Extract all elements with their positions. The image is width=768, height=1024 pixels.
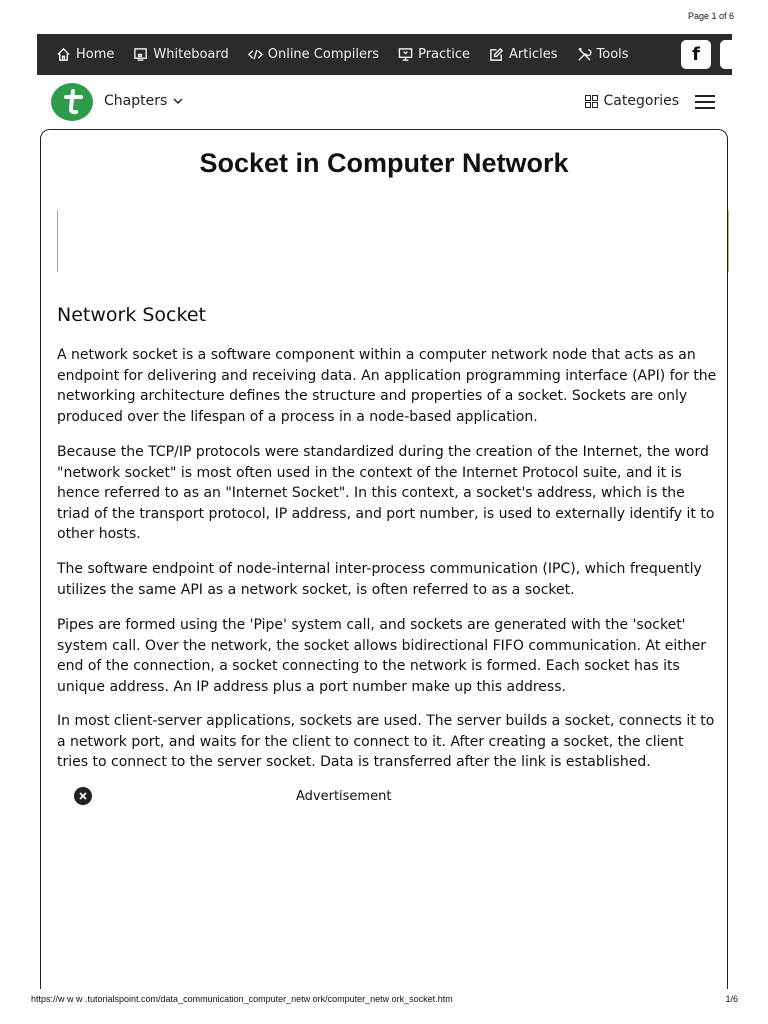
article-container — [40, 129, 728, 989]
nav-whiteboard[interactable] — [133, 47, 228, 62]
nav-whiteboard-label: Whiteboard — [153, 47, 229, 62]
article-paragraph: A network socket is a software component within a computer network node that acts as an endpoint for delivering and receiving data. An application programming interface (API) for the networking architecture defines the structure and properties of a socket. Sockets are only produced over the lifespan of a process in a node-based application. — [57, 347, 717, 425]
section-heading: Network Socket — [57, 304, 206, 326]
nav-articles-label: Articles — [509, 47, 558, 62]
article-paragraph: Pipes are formed using the 'Pipe' system call, and sockets are generated with the 'socket' system call. Over the network, the socket allows bidirectional FIFO communication. At either end of the connection, a socket connecting to the network is formed. Each socket has its unique address. An IP address plus a port number make up this address. — [57, 617, 707, 695]
article-title: Socket in Computer Network — [199, 148, 569, 178]
nav-tools[interactable] — [577, 47, 629, 62]
article-paragraph: In most client-server applications, sockets are used. The server builds a socket, connects it to a network port, and waits for the client to connect to it. After creating a socket, the client tries to connect to the server socket. Data is transferred after the link is established. — [57, 713, 715, 771]
nav-home[interactable] — [56, 47, 114, 62]
pdf-page-counter: Page 1 of 6 — [687, 11, 734, 21]
nav-practice[interactable] — [398, 47, 470, 62]
whiteboard-icon — [133, 47, 148, 62]
article-paragraph: Because the TCP/IP protocols were standardized during the creation of the Internet, the word "network socket" is most often used in the context of the Internet Protocol suite, and it is hence referred to as an "Internet Socket". In this context, a socket's address, which is the triad of the transport protocol, IP address, and port number, is used to externally identify it to other hosts. — [57, 444, 715, 543]
chapters-dropdown[interactable] — [104, 93, 184, 109]
nav-practice-label: Practice — [418, 47, 471, 62]
ad-slot-border-right — [728, 210, 729, 272]
nav-online-compilers[interactable] — [248, 47, 379, 62]
nav-tools-label: Tools — [596, 47, 629, 62]
article-paragraph: The software endpoint of node-internal inter-process communication (IPC), which frequently utilizes the same API as a network socket, is often referred to as a socket. — [57, 561, 702, 598]
pdf-footer-page-number: 1/6 — [725, 994, 738, 1004]
nav-home-label: Home — [76, 47, 115, 62]
ad-close-icon[interactable] — [74, 787, 92, 805]
tools-icon — [577, 47, 592, 62]
logo-glyph-icon — [59, 88, 85, 116]
nav-articles[interactable] — [489, 47, 557, 62]
categories-label: Categories — [603, 93, 679, 109]
twitter-icon[interactable] — [720, 40, 732, 69]
edit-icon — [489, 47, 504, 62]
ad-slot-border — [57, 210, 58, 272]
hamburger-menu-icon[interactable] — [695, 95, 715, 109]
advertisement-label: Advertisement — [296, 789, 392, 804]
chapters-label: Chapters — [104, 93, 168, 109]
tutorialspoint-logo-icon[interactable] — [51, 83, 93, 121]
site-header — [37, 78, 732, 126]
practice-icon — [398, 47, 413, 62]
categories-menu[interactable] — [585, 93, 679, 109]
top-navigation-bar — [37, 34, 732, 75]
code-icon — [248, 47, 263, 62]
facebook-icon[interactable]: f — [681, 40, 711, 69]
nav-online-compilers-label: Online Compilers — [267, 47, 380, 62]
pdf-footer-url: https://w w w .tutorialspoint.com/data_communication_computer_netw ork/computer_netw ork_socket.htm — [31, 994, 453, 1004]
home-icon — [56, 47, 71, 62]
grid-icon — [585, 95, 598, 108]
chevron-down-icon — [172, 95, 184, 107]
